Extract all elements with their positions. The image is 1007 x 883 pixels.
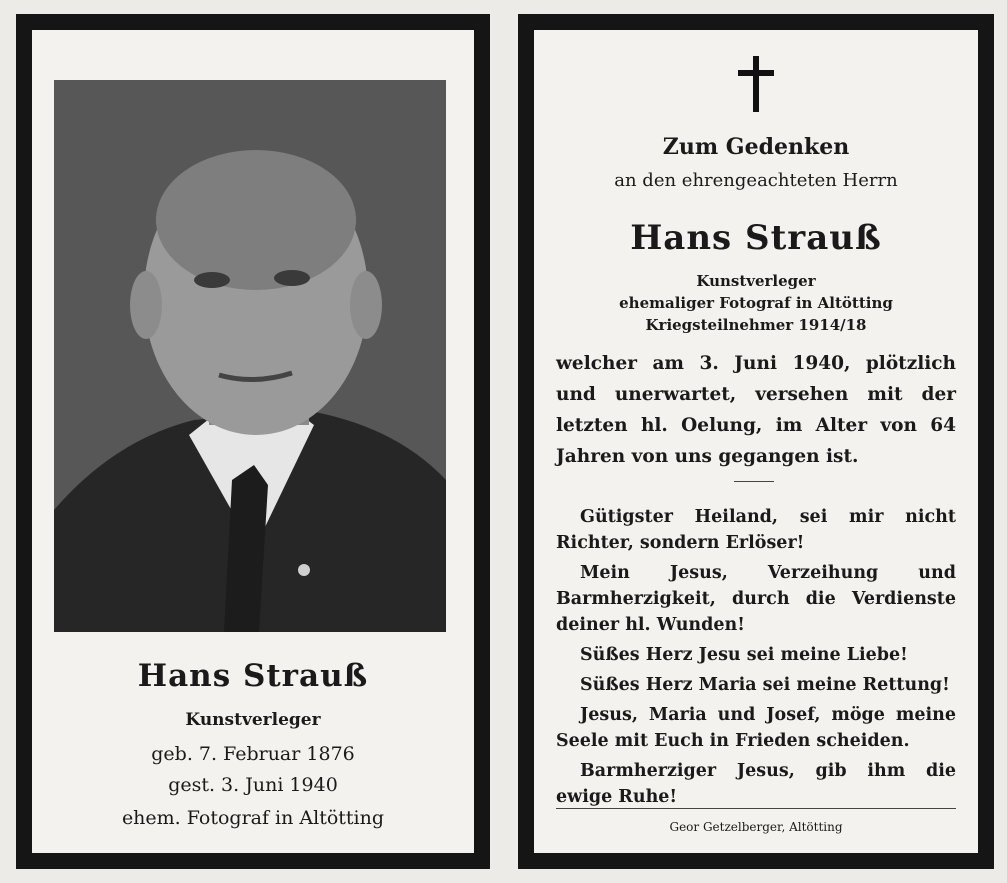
deceased-name: Hans Strauß — [137, 658, 369, 694]
prayer-line: Barmherziger Jesus, gib ihm die ewige Ruhe! — [556, 761, 956, 807]
memorial-card-right — [518, 14, 994, 869]
death-date: gest. 3. Juni 1940 — [168, 774, 338, 796]
prayer-line: Gütigster Heiland, sei mir nicht Richter, sondern Erlöser! — [556, 507, 956, 553]
prayer-line: Süßes Herz Maria sei meine Rettung! — [580, 675, 950, 695]
divider — [734, 481, 774, 482]
prayer-line: Jesus, Maria und Josef, möge meine Seele mit Euch in Frieden scheiden. — [556, 705, 956, 751]
card-right-inner — [534, 30, 978, 853]
heading: Zum Gedenken — [662, 134, 850, 160]
title-line: Kriegsteilnehmer 1914/18 — [645, 316, 867, 334]
prayer-line: Mein Jesus, Verzeihung und Barmherzigkeit, durch die Verdienste deiner hl. Wunden! — [556, 563, 956, 635]
printer-credit: Geor Getzelberger, Altötting — [669, 820, 843, 834]
prayers — [556, 504, 956, 814]
death-notice-text: welcher am 3. Juni 1940, plötzlich und unerwartet, versehen mit der letzten hl. Oelung, im Alter von 64 Jahren von uns gegangen ist. — [556, 353, 956, 467]
prayer-line: Süßes Herz Jesu sei meine Liebe! — [580, 645, 908, 665]
profession: Kunstverleger — [185, 710, 321, 730]
portrait-photo — [54, 80, 446, 632]
intro-line: an den ehrengeachteten Herrn — [614, 170, 898, 191]
title-line: Kunstverleger — [696, 272, 816, 290]
former-occupation: ehem. Fotograf in Altötting — [121, 807, 385, 829]
cross-icon — [738, 56, 774, 112]
memorial-card-left — [16, 14, 490, 869]
card-left-inner — [32, 30, 474, 853]
portrait-illustration — [54, 80, 446, 632]
bottom-rule — [556, 808, 956, 809]
deceased-name-right: Hans Strauß — [630, 218, 882, 258]
birth-date: geb. 7. Februar 1876 — [151, 743, 355, 765]
title-line: ehemaliger Fotograf in Altötting — [619, 294, 893, 312]
